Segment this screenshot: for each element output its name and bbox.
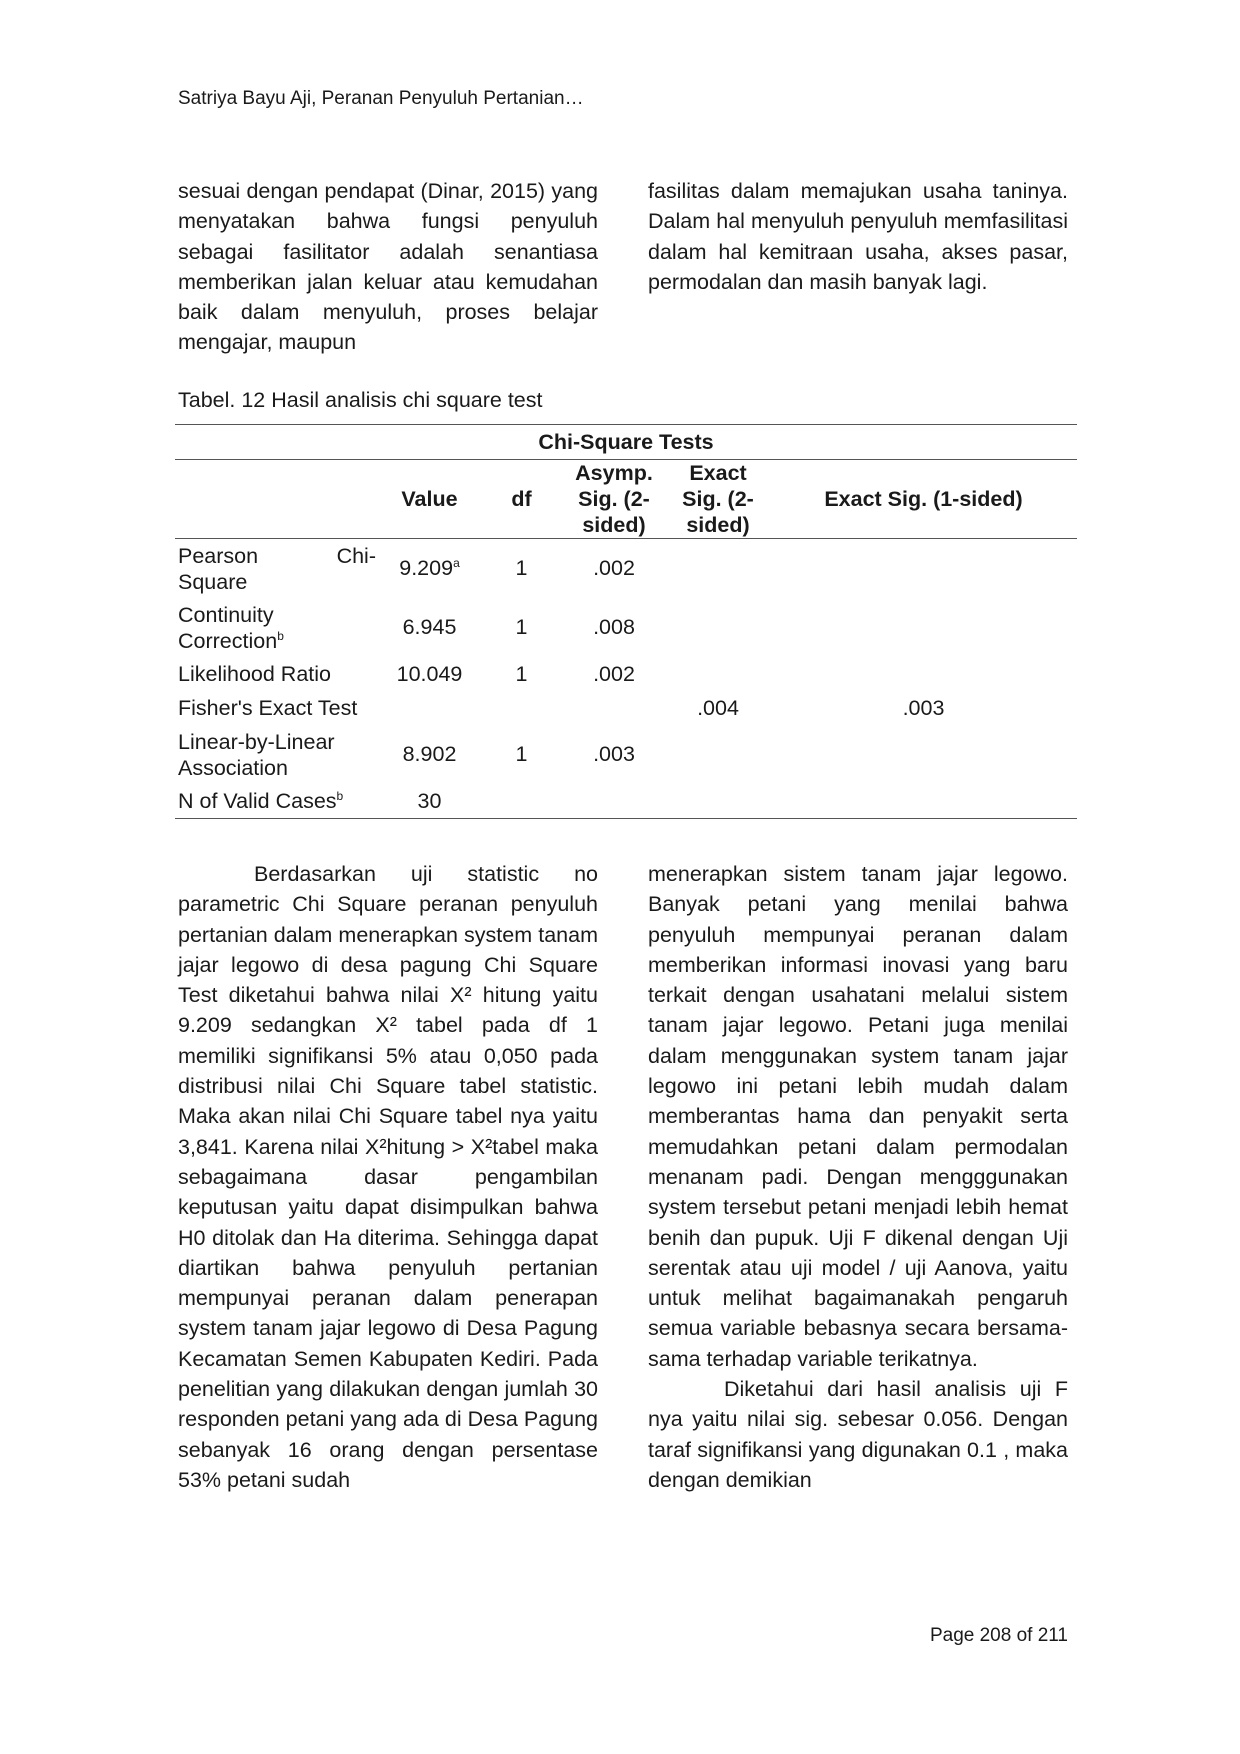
- cell-value: 9.209$^a$: [399, 555, 460, 580]
- cell-asymp: [562, 691, 666, 725]
- cell-asymp: [562, 784, 666, 819]
- header-df: df: [481, 460, 562, 539]
- cell-asymp: .002: [593, 556, 635, 580]
- cell-exact2: [666, 725, 770, 784]
- chi-square-table: [175, 424, 1077, 819]
- cell-asymp: .003: [593, 742, 635, 766]
- bottom-right-column: [648, 859, 1068, 1495]
- table-row: [175, 784, 1077, 819]
- table-header-row: [175, 460, 1077, 539]
- header-asymp-sig: Asymp. Sig. (2-sided): [562, 460, 666, 539]
- paragraph: Berdasarkan uji statistic no parametric Chi Square peranan penyuluh pertanian dalam menerapkan system tanam jajar legowo di desa pagung Chi Square Test diketahui bahwa nilai X² hitung yaitu 9.209 sedangkan X² tabel pada df 1 memiliki signifikansi 5% atau 0,050 pada distribusi nilai Chi Square tabel statistic. Maka akan nilai Chi Square tabel nya yaitu 3,841. Karena nilai X²hitung > X²tabel maka sebagaimana dasar pengambilan keputusan yaitu dapat disimpulkan bahwa H0 ditolak dan Ha diterima. Sehingga dapat diartikan bahwa penyuluh pertanian mempunyai peranan dalam penerapan system tanam jajar legowo di Desa Pagung Kecamatan Semen Kabupaten Kediri. Pada penelitian yang dilakukan dengan jumlah 30 responden petani yang ada di Desa Pagung sebanyak 16 orang dengan persentase 53% petani sudah: [178, 862, 598, 1492]
- cell-exact1: [770, 657, 1077, 691]
- page-number: Page 208 of 211: [929, 1625, 1068, 1646]
- cell-exact2: [666, 539, 770, 599]
- cell-df: 1: [515, 742, 528, 766]
- cell-exact2: [666, 598, 770, 657]
- table-caption: Tabel. 12 Hasil analisis chi square test: [178, 388, 543, 412]
- top-right-column: [648, 176, 1068, 358]
- cell-exact1: [770, 784, 1077, 819]
- cell-value: 30: [378, 784, 481, 819]
- cell-exact1: .003: [902, 695, 945, 720]
- row-label: Pearson Chi- Square: [178, 543, 376, 594]
- table-row: [175, 725, 1077, 784]
- cell-exact2: .004: [697, 695, 739, 720]
- paragraph: Diketahui dari hasil analisis uji F nya yaitu nilai sig. sebesar 0.056. Dengan taraf signifikansi yang digunakan 0.1 , maka dengan demikian: [648, 1377, 1068, 1492]
- cell-df: 1: [515, 556, 528, 580]
- header-exact-sig-1: Exact Sig. (1-sided): [770, 460, 1077, 539]
- row-label: Linear-by-Linear Association: [178, 729, 335, 780]
- cell-asymp: .008: [593, 615, 635, 639]
- row-label: Likelihood Ratio: [178, 662, 331, 686]
- header-exact-sig-2: Exact Sig. (2-sided): [666, 460, 770, 539]
- cell-exact2: [666, 784, 770, 819]
- row-label: Fisher's Exact Test: [178, 696, 358, 720]
- paragraph: sesuai dengan pendapat (Dinar, 2015) yang menyatakan bahwa fungsi penyuluh sebagai fasilitator adalah senantiasa memberikan jalan keluar atau kemudahan baik dalam menyuluh, proses belajar mengajar, maupun: [178, 179, 598, 355]
- table-title: Chi-Square Tests: [175, 424, 1077, 460]
- bottom-left-column: [178, 859, 598, 1495]
- running-header: Satriya Bayu Aji, Peranan Penyuluh Pertanian…: [178, 88, 584, 109]
- cell-value: [378, 691, 481, 725]
- cell-df: [481, 784, 562, 819]
- table-row: [175, 691, 1077, 725]
- row-label: Continuity Correction$^b$: [178, 602, 284, 653]
- header-empty: [175, 460, 378, 539]
- cell-exact2: [666, 657, 770, 691]
- table-row: [175, 657, 1077, 691]
- cell-value: 8.902: [402, 742, 457, 766]
- top-text-columns: [178, 176, 1068, 358]
- table-row: [175, 539, 1077, 599]
- cell-value: 6.945: [402, 615, 457, 639]
- cell-df: 1: [515, 615, 528, 639]
- cell-df: [481, 691, 562, 725]
- top-left-column: [178, 176, 598, 358]
- cell-exact1: [770, 725, 1077, 784]
- cell-asymp: .002: [593, 661, 635, 686]
- cell-value: 10.049: [396, 661, 463, 686]
- table-row: [175, 598, 1077, 657]
- header-value: Value: [378, 460, 481, 539]
- cell-df: 1: [515, 661, 528, 686]
- paragraph: menerapkan sistem tanam jajar legowo. Banyak petani yang menilai bahwa penyuluh mempunyai peranan dalam memberikan informasi inovasi yang baru terkait dengan usahatani melalui sistem tanam jajar legowo. Petani juga menilai dalam menggunakan system tanam jajar legowo ini petani lebih mudah dalam memberantas hama dan penyakit serta memudahkan petani dalam permodalan menanam padi. Dengan mengggunakan system tersebut petani menjadi lebih hemat benih dan pupuk. Uji F dikenal dengan Uji serentak atau uji model / uji Aanova, yaitu untuk melihat bagaimanakah pengaruh semua variable bebasnya secara bersama-sama terhadap variable terikatnya.: [648, 862, 1068, 1371]
- paragraph: fasilitas dalam memajukan usaha taninya. Dalam hal menyuluh penyuluh memfasilitasi dalam hal kemitraan usaha, akses pasar, permodalan dan masih banyak lagi.: [648, 179, 1068, 294]
- cell-exact1: [770, 598, 1077, 657]
- bottom-text-columns: [178, 859, 1068, 1495]
- cell-exact1: [770, 539, 1077, 599]
- row-label: N of Valid Cases$^b$: [175, 784, 378, 819]
